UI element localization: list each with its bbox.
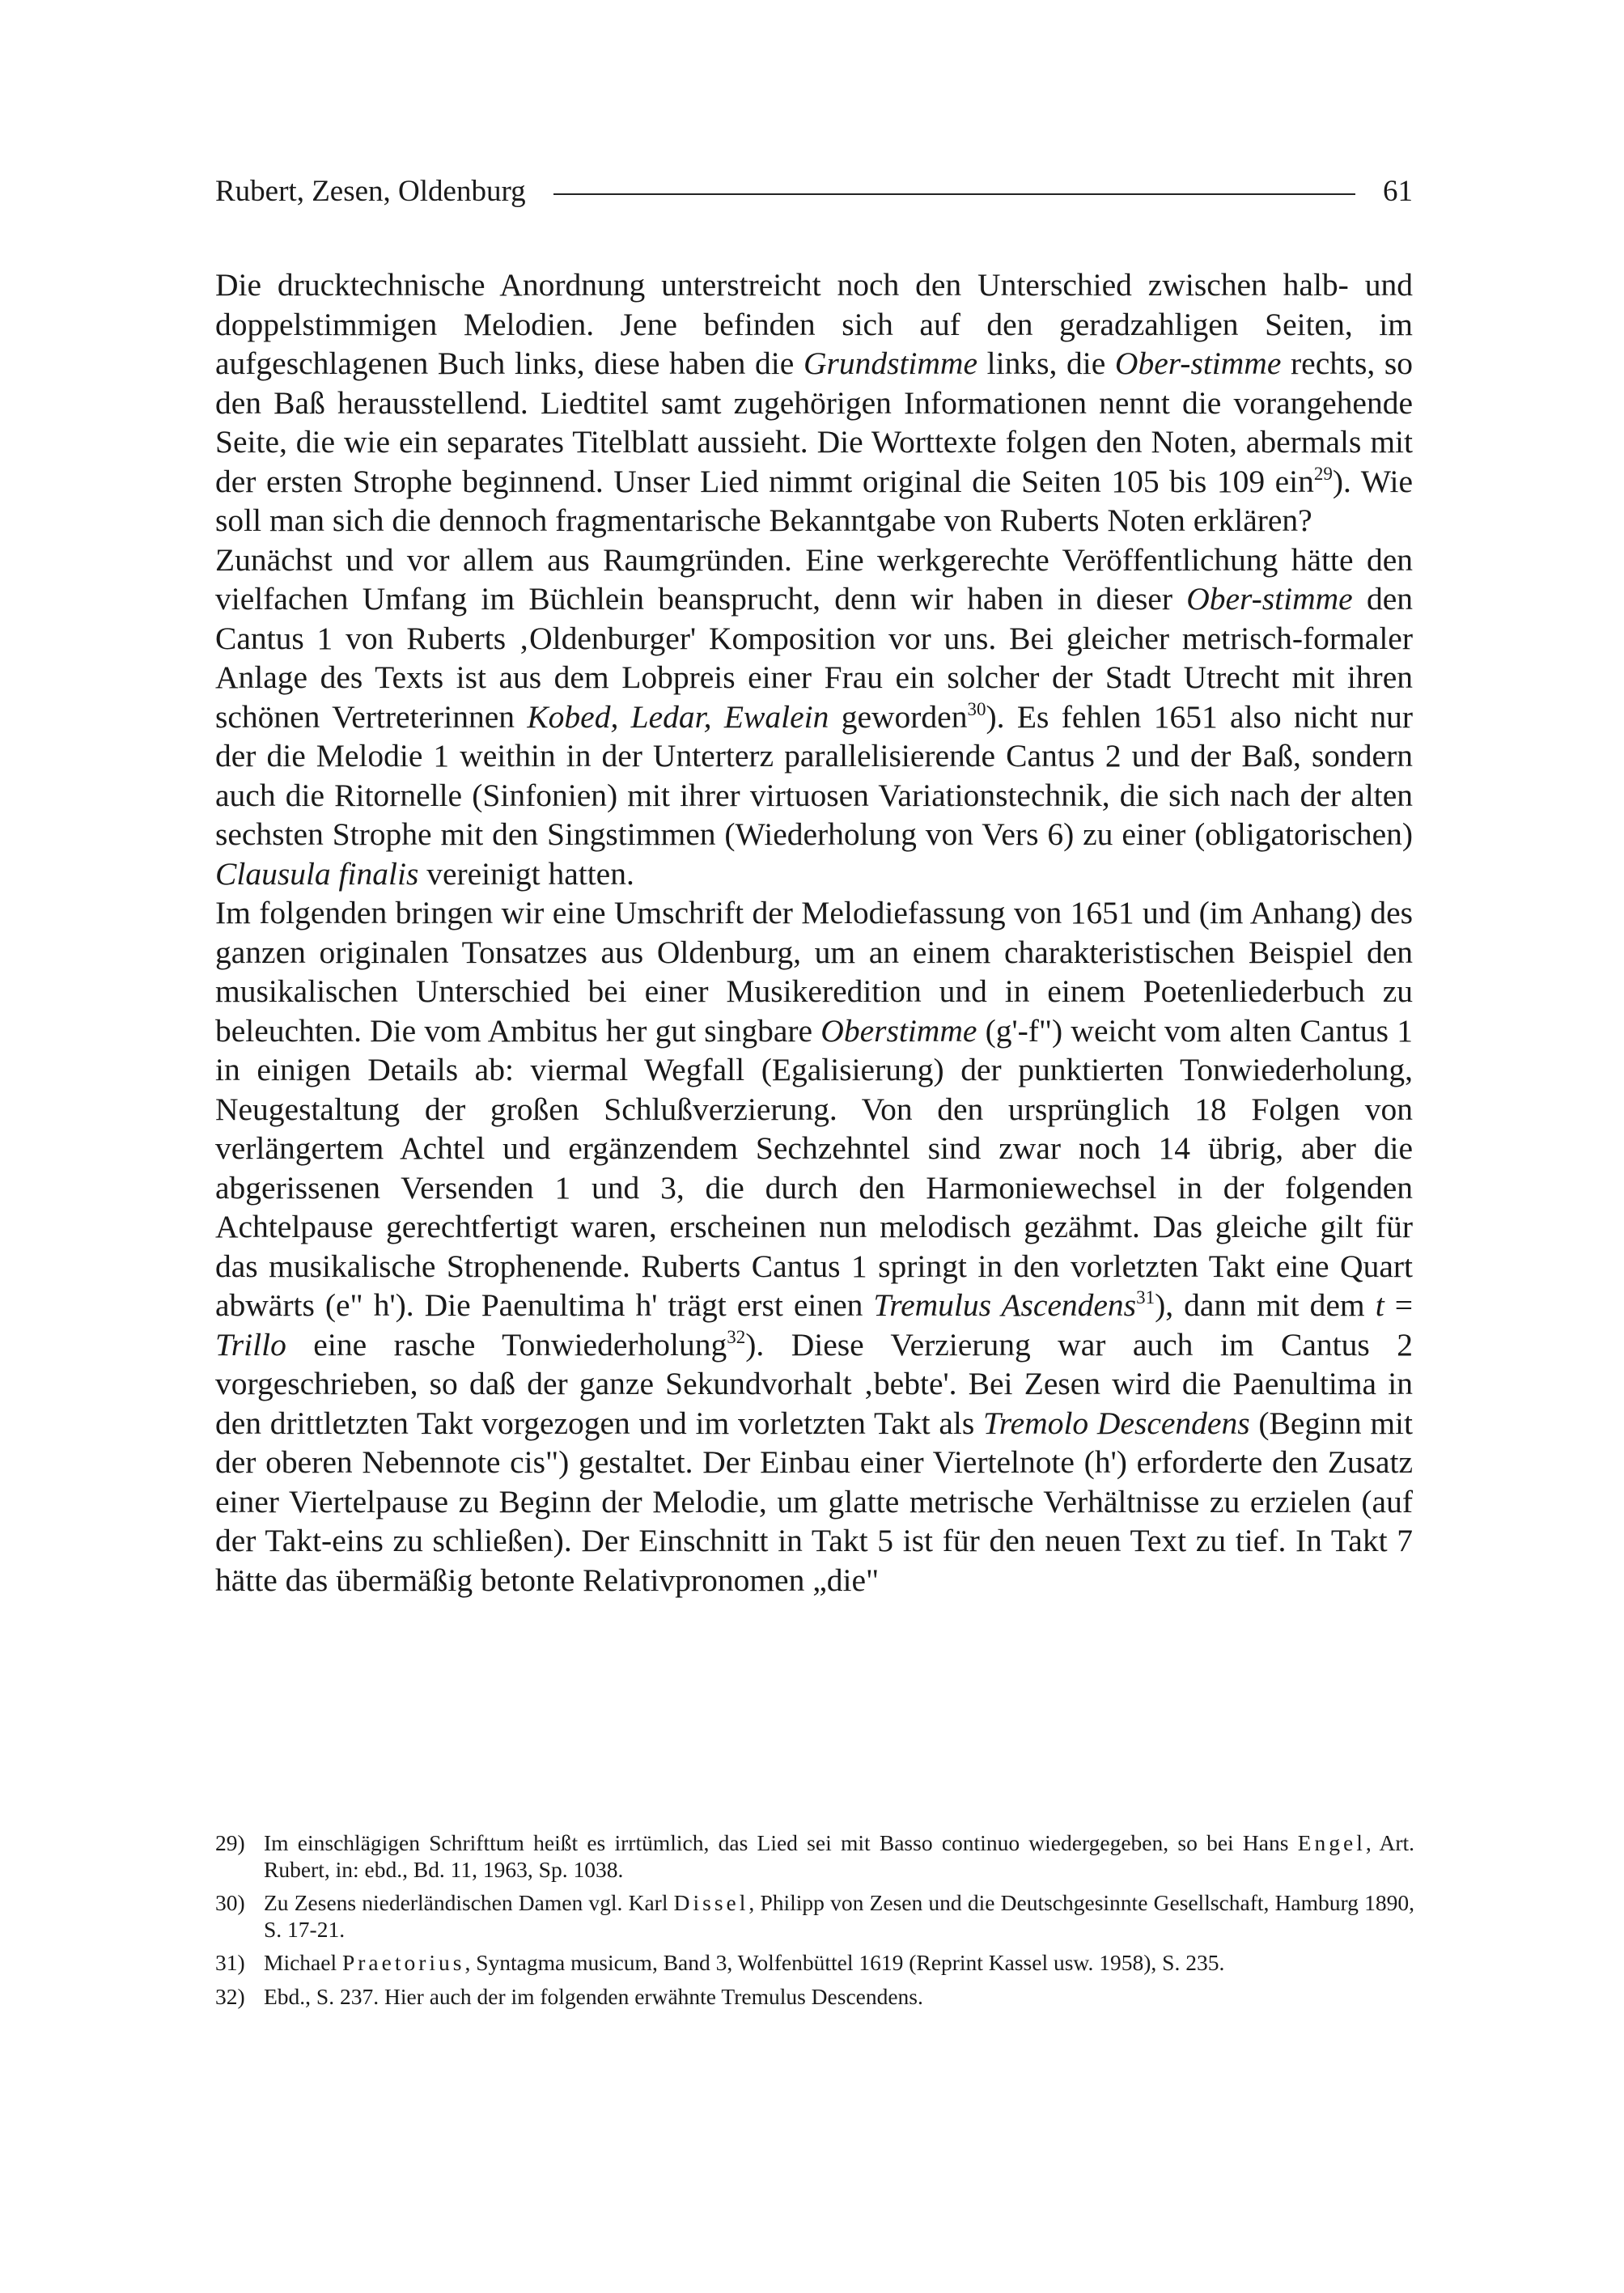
running-title: Rubert, Zesen, Oldenburg — [215, 174, 526, 208]
paragraph-2: Zunächst und vor allem aus Raumgründen. Eine werkgerechte Veröffentlichung hätte den vielfachen Umfang im Büchlein beansprucht, denn wir haben in dieser Ober-stimme den Cantus 1 von Ruberts ‚Oldenburger' Komposition vor uns. Bei gleicher metrisch-formaler Anlage des Texts ist aus dem Lobpreis einer Frau ein solcher der Stadt Utrecht mit ihren schönen Vertreterinnen Kobed, Ledar, Ewalein geworden$^{30}$). Es fehlen 1651 also nicht nur der die Melodie 1 weithin in der Unterterz parallelisierende Cantus 2 und der Baß, sondern auch die Ritornelle (Sinfonien) mit ihrer virtuosen Variationstechnik, die sich nach der alten sechsten Strophe mit den Singstimmen (Wiederholung von Vers 6) zu einer (obligatorischen) Clausula finalis vereinigt hatten. — [215, 541, 1414, 892]
footnote-ref-30[interactable]: 30 — [967, 698, 986, 719]
footnote-ref-31[interactable]: 31 — [1136, 1287, 1155, 1308]
header-rule — [553, 193, 1355, 195]
footnote-32: 32) Ebd., S. 237. Hier auch der im folgenden erwähnte Tremulus Descendens. — [215, 1983, 923, 2009]
footnote-31: 31) Michael Praetorius, Syntagma musicum, Band 3, Wolfenbüttel 1619 (Reprint Kassel usw. 1958), S. 235. — [215, 1950, 1225, 1975]
footnote-30: 30) Zu Zesens niederländischen Damen vgl. Karl Dissel, Philipp von Zesen und die Deutschgesinnte Gesellschaft, Hamburg 1890, S. 17-21. — [215, 1890, 1415, 1942]
footnote-ref-29[interactable]: 29 — [1313, 463, 1333, 484]
paragraph-1: Die drucktechnische Anordnung unterstreicht noch den Unterschied zwischen halb- und doppelstimmigen Melodien. Jene befinden sich auf den geradzahligen Seiten, im aufgeschlagenen Buch links, diese haben die Grundstimme links, die Ober-stimme rechts, so den Baß herausstellend. Liedtitel samt zugehörigen Informationen nennt die vorangehende Seite, die wie ein separates Titelblatt aussieht. Die Worttexte folgen den Noten, abermals mit der ersten Strophe beginnend. Unser Lied nimmt original die Seiten 105 bis 109 ein$^{29}$). Wie soll man sich die dennoch fragmentarische Bekanntgabe von Ruberts Noten erklären? — [215, 267, 1413, 538]
page-number: 61 — [1383, 174, 1413, 208]
footnote-29: 29) Im einschlägigen Schrifttum heißt es irrtümlich, das Lied sei mit Basso continuo wiedergegeben, so bei Hans Engel, Art. Rubert, in: ebd., Bd. 11, 1963, Sp. 1038. — [215, 1830, 1414, 1882]
footnote-ref-32[interactable]: 32 — [727, 1326, 746, 1347]
running-header — [215, 170, 1413, 212]
paragraph-3: Im folgenden bringen wir eine Umschrift der Melodiefassung von 1651 und (im Anhang) des ganzen originalen Tonsatzes aus Oldenburg, um an einem charakteristischen Beispiel den musikalischen Unterschied bei einer Musikeredition und in einem Poetenliederbuch zu beleuchten. Die vom Ambitus her gut singbare Oberstimme (g'-f") weicht vom alten Cantus 1 in einigen Details ab: viermal Wegfall (Egalisierung) der punktierten Tonwiederholung, Neugestaltung der großen Schlußverzierung. Von den ursprünglich 18 Folgen von verlängertem Achtel und ergänzendem Sechzehntel sind zwar noch 14 übrig, aber die abgerissenen Versenden 1 und 3, die durch den Harmoniewechsel in der folgenden Achtelpause gerechtfertigt waren, erscheinen nun melodisch gezähmt. Das gleiche gilt für das musikalische Strophenende. Ruberts Cantus 1 springt in den vorletzten Takt eine Quart abwärts (e" h'). Die Paenultima h' trägt erst einen Tremulus Ascendens$^{31}$), dann mit dem t = Trillo eine rasche Tonwiederholung$^{32}$). Diese Verzierung war auch im Cantus 2 vorgeschrieben, so daß der ganze Sekundvorhalt ‚bebte'. Bei Zesen wird die Paenultima in den drittletzten Takt vorgezogen und im vorletzten Takt als Tremolo Descendens (Beginn mit der oberen Nebennote cis") gestaltet. Der Einbau einer Viertelnote (h') erforderte den Zusatz einer Viertelpause zu Beginn der Melodie, um glatte metrische Verhältnisse zu erzielen (auf der Takt-eins zu schließen). Der Einschnitt in Takt 5 ist für den neuen Text zu tief. In Takt 7 hätte das übermäßig betonte Relativpronomen „die" — [215, 895, 1414, 1598]
body-text — [215, 265, 1413, 1600]
footnotes — [215, 1830, 1414, 2017]
